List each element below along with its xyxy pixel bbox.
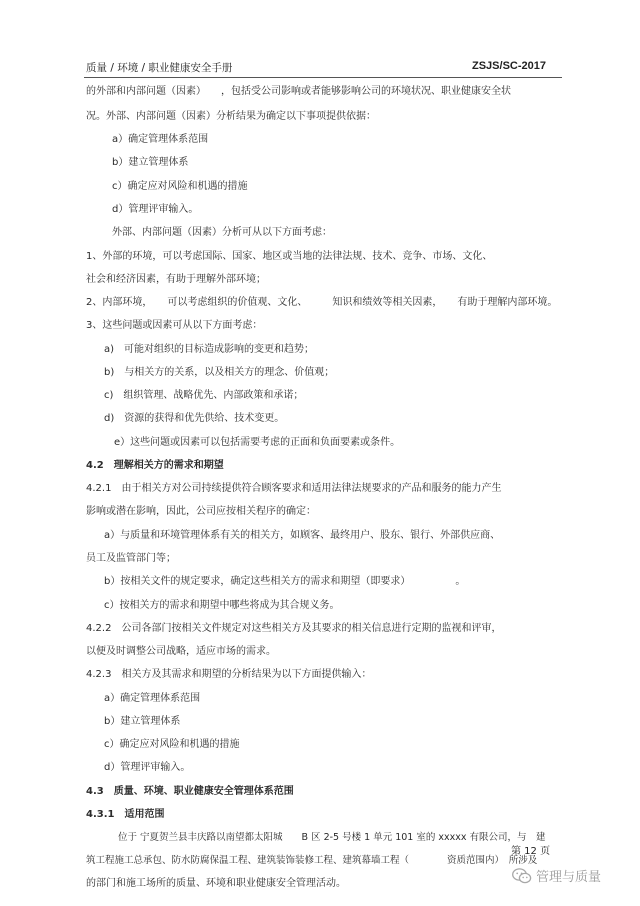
- body-line: 影响或潜在影响，因此，公司应按相关程序的确定：: [86, 506, 316, 517]
- body-line: 外部、内部问题（因素）分析可从以下方面考虑：: [112, 227, 332, 238]
- body-line: 社会和经济因素，有助于理解外部环境；: [86, 274, 266, 285]
- list-item: d) 资源的获得和优先供给、技术变更。: [104, 413, 285, 424]
- body-line: 4.2.3 相关方及其需求和期望的分析结果为以下方面提供输入：: [86, 669, 372, 680]
- body-line: 以便及时调整公司战略，适应市场的需求。: [86, 646, 276, 657]
- body-line: 位于 宁夏贺兰县丰庆路以南望都太阳城 B 区 2-5 号楼 1 单元 101 室的 xxxxx 有限公司，与 建: [118, 832, 546, 843]
- manual-title: 质量 / 环境 / 职业健康安全手册: [86, 62, 233, 74]
- watermark-text: 管理与质量: [536, 870, 602, 885]
- watermark: [512, 866, 601, 885]
- body-line: 3、这些问题或因素可从以下方面考虑：: [86, 320, 263, 331]
- subsection-heading: 4.3.1 适用范围: [86, 809, 165, 820]
- body-line: 筑工程施工总承包、防水防腐保温工程、建筑装饰装修工程、建筑幕墙工程（ 资质范围内） 所涉及: [86, 855, 538, 866]
- body-line: 2、内部环境， 可以考虑组织的价值观、文化、 知识和绩效等相关因素， 有助于理解内部环境。: [86, 297, 558, 308]
- body-line: 1、外部的环境，可以考虑国际、国家、地区或当地的法律法规、技术、竞争、市场、文化、: [86, 251, 493, 262]
- page-number: 第 12 页: [511, 846, 551, 857]
- body-line: 4.2.2 公司各部门按相关文件规定对这些相关方及其要求的相关信息进行定期的监视和评审，: [86, 623, 502, 634]
- list-item: d）管理评审输入。: [104, 762, 191, 773]
- list-item: b）建立管理体系: [112, 157, 189, 168]
- body-line: 4.2.1 由于相关方对公司持续提供符合顾客要求和适用法律法规要求的产品和服务的能力产生: [86, 483, 502, 494]
- body-line: 员工及监管部门等；: [86, 553, 176, 564]
- list-item: a）确定管理体系范围: [104, 693, 201, 704]
- list-item: b）按相关文件的规定要求，确定这些相关方的需求和期望（即要求） 。: [104, 576, 466, 587]
- wechat-icon: [512, 868, 532, 884]
- list-item: b) 与相关方的关系，以及相关方的理念、价值观；: [104, 367, 335, 378]
- list-item: a) 可能对组织的目标造成影响的变更和趋势；: [104, 344, 315, 355]
- section-heading: 4.2 理解相关方的需求和期望: [86, 460, 224, 471]
- list-item: c）按相关方的需求和期望中哪些将成为其合规义务。: [104, 600, 340, 611]
- body-line: 的部门和施工场所的质量、环境和职业健康安全管理活动。: [86, 878, 346, 889]
- list-item: a）确定管理体系范围: [112, 134, 209, 145]
- body-line: 况。外部、内部问题（因素）分析结果为确定以下事项提供依据：: [86, 111, 376, 122]
- body-line: 的外部和内部问题（因素） ，包括受公司影响或者能够影响公司的环境状况、职业健康安全状: [86, 86, 511, 97]
- list-item: e）这些问题或因素可以包括需要考虑的正面和负面要素或条件。: [114, 437, 401, 448]
- list-item: c) 组织管理、战略优先、内部政策和承诺；: [104, 390, 304, 401]
- document-code: ZSJS/SC-2017: [472, 60, 546, 72]
- list-item: c）确定应对风险和机遇的措施: [112, 181, 248, 192]
- list-item: d）管理评审输入。: [112, 204, 199, 215]
- header-divider: [84, 77, 562, 78]
- list-item: b）建立管理体系: [104, 716, 181, 727]
- list-item: c）确定应对风险和机遇的措施: [104, 739, 240, 750]
- section-heading: 4.3 质量、环境、职业健康安全管理体系范围: [86, 786, 294, 797]
- list-item: a）与质量和环境管理体系有关的相关方，如顾客、最终用户、股东、银行、外部供应商、: [104, 530, 501, 541]
